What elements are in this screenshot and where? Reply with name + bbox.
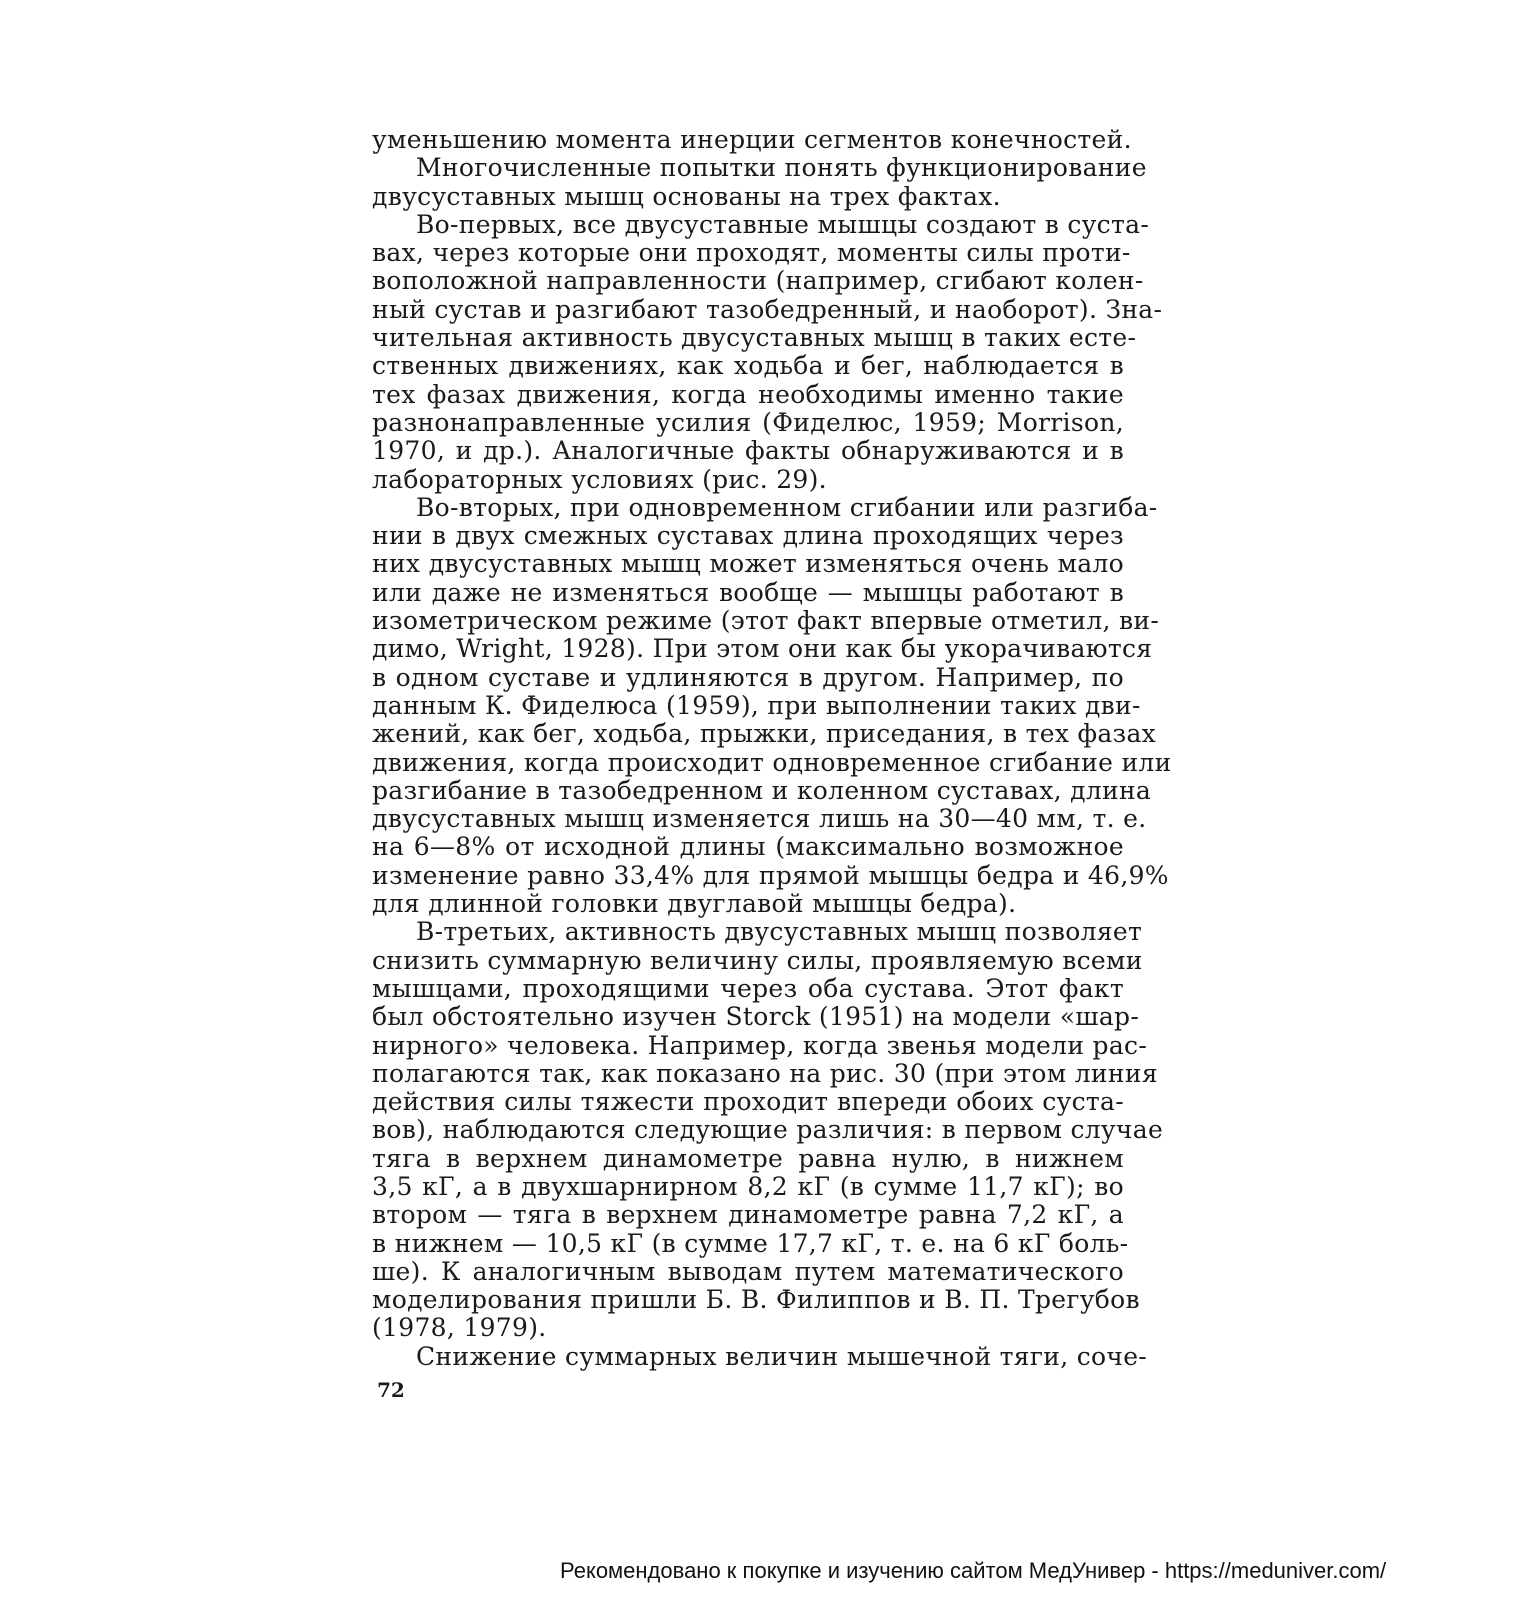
text-line: полагаются так, как показано на рис. 30 (при этом линия (372, 1058, 1158, 1088)
text-line: (1978, 1979). (372, 1313, 547, 1343)
text-line: лабораторных условиях (рис. 29). (372, 464, 827, 494)
text-line: в одном суставе и удлиняются в другом. Например, по (372, 662, 1124, 692)
text-line: был обстоятельно изучен Storck (1951) на модели «шар- (372, 1002, 1140, 1032)
text-line: димо, Wright, 1928). При этом они как бы укорачиваются (372, 634, 1153, 664)
text-line: мышцами, проходящими через оба сустава. Этот факт (372, 973, 1124, 1003)
text-line: 3,5 кГ, а в двухшарнирном 8,2 кГ (в сумме 11,7 кГ); во (372, 1171, 1124, 1201)
text-line: Во-вторых, при одновременном сгибании или разгиба- (416, 492, 1158, 522)
text-line: вов), наблюдаются следующие различия: в первом случае (372, 1115, 1164, 1145)
text-line: В-третьих, активность двусуставных мышц позволяет (416, 917, 1143, 947)
text-line: Многочисленные попытки понять функционирование (416, 153, 1147, 183)
text-line: 1970, и др.). Аналогичные факты обнаруживаются и в (372, 436, 1124, 466)
text-line: вах, через которые они проходят, моменты силы проти- (372, 238, 1131, 268)
text-line: них двусуставных мышц может изменяться очень мало (372, 549, 1124, 579)
text-line: разнонаправленные усилия (Фиделюс, 1959; Morrison, (372, 407, 1124, 437)
text-line: для длинной головки двуглавой мышцы бедра). (372, 889, 1017, 919)
text-line: изометрическом режиме (этот факт впервые отметил, ви- (372, 606, 1160, 636)
text-line: двусуставных мышц основаны на трех фактах. (372, 181, 1001, 211)
text-line: в нижнем — 10,5 кГ (в сумме 17,7 кГ, т. е. на 6 кГ боль- (372, 1228, 1129, 1258)
text-line: ный сустав и разгибают тазобедренный, и наоборот). Зна- (372, 294, 1163, 324)
text-line: изменение равно 33,4% для прямой мышцы бедра и 46,9% (372, 860, 1169, 890)
text-line: ше). К аналогичным выводам путем математического (372, 1256, 1124, 1286)
text-line: действия силы тяжести проходит впереди обоих суста- (372, 1087, 1124, 1117)
text-line: или даже не изменяться вообще — мышцы работают в (372, 577, 1124, 607)
text-line: Во-первых, все двусуставные мышцы создают в суста- (416, 209, 1150, 239)
text-line: на 6—8% от исходной длины (максимально возможное (372, 832, 1124, 862)
page-number: 72 (377, 1378, 405, 1402)
text-line: снизить суммарную величину силы, проявляемую всеми (372, 945, 1143, 975)
text-line: двусуставных мышц изменяется лишь на 30—40 мм, т. е. (372, 804, 1147, 834)
text-line: втором — тяга в верхнем динамометре равна 7,2 кГ, а (372, 1200, 1124, 1230)
text-line: уменьшению момента инерции сегментов конечностей. (372, 125, 1132, 154)
text-line: моделирования пришли Б. В. Филиппов и В. П. Трегубов (372, 1285, 1140, 1315)
text-line: тех фазах движения, когда необходимы именно такие (372, 379, 1124, 409)
text-line: тяга в верхнем динамометре равна нулю, в нижнем (372, 1143, 1124, 1173)
text-line: ственных движениях, как ходьба и бег, наблюдается в (372, 351, 1124, 381)
text-line: нии в двух смежных суставах длина проходящих через (372, 521, 1124, 551)
text-line: жений, как бег, ходьба, прыжки, приседания, в тех фазах (372, 719, 1157, 749)
book-page-body (372, 125, 1172, 1371)
text-line: нирного» человека. Например, когда звенья модели рас- (372, 1030, 1148, 1060)
text-line: данным К. Фиделюса (1959), при выполнении таких дви- (372, 690, 1141, 720)
text-line: разгибание в тазобедренном и коленном суставах, длина (372, 775, 1152, 805)
text-line: чительная активность двусуставных мышц в таких есте- (372, 323, 1137, 353)
footer-watermark: Рекомендовано к покупке и изучению сайтом МедУнивер - https://meduniver.com/ (560, 1558, 1387, 1583)
text-line: движения, когда происходит одновременное сгибание или (372, 747, 1172, 777)
text-line: Снижение суммарных величин мышечной тяги, соче- (416, 1341, 1148, 1371)
text-line: воположной направленности (например, сгибают колен- (372, 266, 1144, 296)
